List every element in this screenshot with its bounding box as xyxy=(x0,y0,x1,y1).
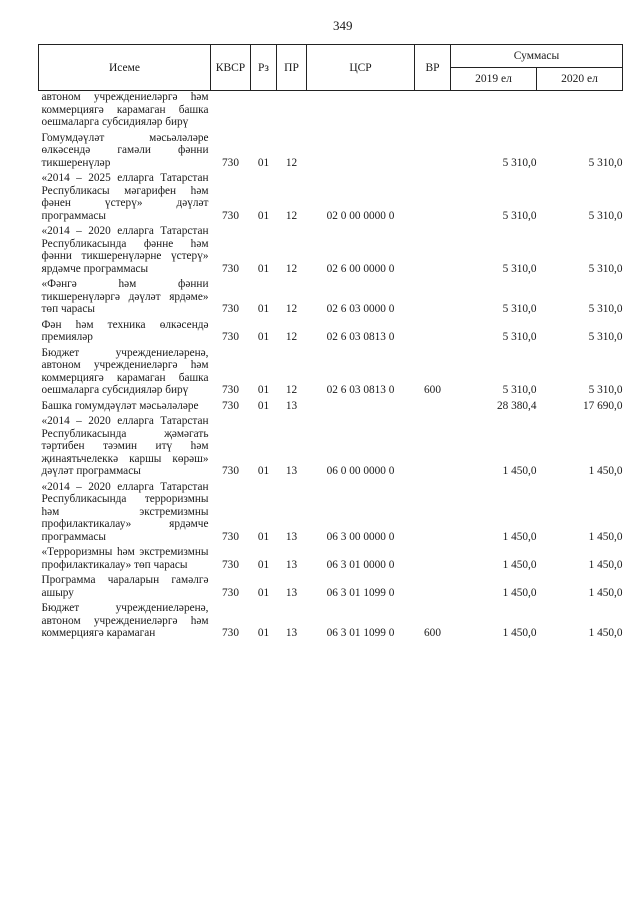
row-vr: 600 xyxy=(424,627,441,639)
table-row xyxy=(39,225,623,278)
row-name: «2014 – 2020 елларга Татарстан Республикасында терроризмны һәм экстремизмны профилактикалау» ярдәмче программасы xyxy=(41,480,209,543)
row-name: Бюджет учреждениеләренә, автоном учреждениеләргә һәм коммерциягә карамаган башка оешмаларга субсидияләр бирү xyxy=(41,346,209,396)
row-rz: 01 xyxy=(257,331,270,343)
row-sum-2020: 1 450,0 xyxy=(588,558,623,571)
row-pr: 13 xyxy=(285,627,298,639)
table-row xyxy=(39,574,623,602)
row-csr: 06 3 01 0000 0 xyxy=(326,558,395,571)
row-rz xyxy=(251,91,277,132)
table-body xyxy=(39,91,623,643)
row-sum-2020: 1 450,0 xyxy=(588,586,623,599)
row-vr xyxy=(415,574,451,602)
row-kvsr: 730 xyxy=(222,627,239,639)
row-sum-2019: 5 310,0 xyxy=(502,262,537,275)
row-kvsr: 730 xyxy=(222,586,239,599)
row-rz: 01 xyxy=(257,399,270,412)
header-kvsr: КВСР xyxy=(211,45,251,91)
row-name: «Терроризмны һәм экстремизмны профилактикалау» төп чарасы xyxy=(41,546,209,571)
row-sum-2019: 1 450,0 xyxy=(502,586,537,599)
row-csr: 06 3 00 0000 0 xyxy=(326,530,395,543)
row-csr: 06 3 01 1099 0 xyxy=(326,627,395,639)
row-csr: 02 6 03 0000 0 xyxy=(326,303,395,315)
table-header xyxy=(39,45,623,91)
row-pr: 12 xyxy=(285,303,298,315)
header-rz: Рз xyxy=(251,45,277,91)
row-csr: 02 6 03 0813 0 xyxy=(326,384,395,396)
row-pr: 13 xyxy=(285,558,298,571)
row-vr xyxy=(415,278,451,319)
row-sum-2020: 5 310,0 xyxy=(588,262,623,275)
row-pr: 13 xyxy=(285,465,298,477)
table-row xyxy=(39,400,623,416)
row-vr xyxy=(415,225,451,278)
table-row xyxy=(39,172,623,225)
row-rz: 01 xyxy=(257,586,270,599)
row-sum-2019: 1 450,0 xyxy=(502,465,537,477)
row-name: Фән һәм техника өлкәсендә премияләр xyxy=(41,318,209,343)
row-kvsr: 730 xyxy=(222,384,239,396)
header-csr: ЦСР xyxy=(307,45,415,91)
row-name: Бюджет учреждениеләренә, автоном учреждениеләргә һәм коммерциягә карамаган xyxy=(41,602,209,639)
row-name: «2014 – 2020 елларга Татарстан Республикасында җәмәгать тәртибен тәэмин итү һәм җинаятьчелеккә каршы көрәш» дәүләт программасы xyxy=(41,415,209,477)
row-sum-2020: 1 450,0 xyxy=(588,627,623,639)
table-row xyxy=(39,347,623,400)
table-row xyxy=(39,415,623,481)
header-year-2020: 2020 ел xyxy=(537,68,623,91)
row-csr xyxy=(307,132,415,173)
table-row xyxy=(39,132,623,173)
row-sum-2020 xyxy=(537,91,623,132)
row-rz: 01 xyxy=(257,627,270,639)
row-sum-2019: 28 380,4 xyxy=(496,399,537,412)
row-kvsr: 730 xyxy=(222,558,239,571)
row-sum-2020: 5 310,0 xyxy=(588,303,623,315)
header-name: Исеме xyxy=(39,45,211,91)
header-sums: Суммасы xyxy=(451,45,623,68)
row-vr xyxy=(415,132,451,173)
row-rz: 01 xyxy=(257,465,270,477)
row-csr: 06 0 00 0000 0 xyxy=(326,465,395,477)
table-row xyxy=(39,481,623,547)
row-vr xyxy=(415,415,451,481)
row-pr: 12 xyxy=(285,209,298,222)
row-name: «Фәнгә һәм фәнни тикшеренүләргә дәүләт ярдәме» төп чарасы xyxy=(41,278,209,315)
header-vr: ВР xyxy=(415,45,451,91)
table-row xyxy=(39,319,623,347)
row-name: «2014 – 2020 елларга Татарстан Республикасында фәнне һәм фәнни тикшеренүләрне үстерү» ярдәмче программасы xyxy=(41,225,209,275)
row-pr: 13 xyxy=(285,586,298,599)
row-sum-2019: 5 310,0 xyxy=(502,303,537,315)
row-vr xyxy=(415,400,451,416)
row-rz: 01 xyxy=(257,558,270,571)
row-pr: 12 xyxy=(285,331,298,343)
table-row xyxy=(39,278,623,319)
row-name: Программа чараларын гамәлгә ашыру xyxy=(41,574,209,599)
table-row xyxy=(39,602,623,643)
row-vr xyxy=(415,172,451,225)
row-pr: 13 xyxy=(285,530,298,543)
row-kvsr: 730 xyxy=(222,209,239,222)
row-sum-2019: 1 450,0 xyxy=(502,627,537,639)
row-name: «2014 – 2025 елларга Татарстан Республикасы мәгарифен һәм фәнен үстерү» дәүләт программасы xyxy=(41,172,209,222)
page-number: 349 xyxy=(333,18,353,33)
row-sum-2020: 5 310,0 xyxy=(588,156,623,169)
table-row xyxy=(39,546,623,574)
row-kvsr: 730 xyxy=(222,530,239,543)
row-sum-2020: 5 310,0 xyxy=(588,384,623,396)
row-sum-2019: 1 450,0 xyxy=(502,558,537,571)
header-pr: ПР xyxy=(277,45,307,91)
row-kvsr: 730 xyxy=(222,399,239,412)
row-sum-2020: 1 450,0 xyxy=(588,465,623,477)
row-sum-2020: 1 450,0 xyxy=(588,530,623,543)
row-sum-2019: 1 450,0 xyxy=(502,530,537,543)
row-pr: 13 xyxy=(285,399,298,412)
row-sum-2019: 5 310,0 xyxy=(502,156,537,169)
row-name: Гомумдәүләт мәсьәләләре өлкәсендә гамәли фәнни тикшеренүләр xyxy=(41,131,209,169)
row-sum-2019 xyxy=(451,91,537,132)
row-kvsr: 730 xyxy=(222,331,239,343)
row-sum-2019: 5 310,0 xyxy=(502,209,537,222)
row-rz: 01 xyxy=(257,209,270,222)
row-vr: 600 xyxy=(424,384,441,396)
row-kvsr: 730 xyxy=(222,465,239,477)
row-vr xyxy=(415,481,451,547)
row-vr xyxy=(415,91,451,132)
row-rz: 01 xyxy=(257,262,270,275)
row-kvsr: 730 xyxy=(222,156,239,169)
row-sum-2020: 5 310,0 xyxy=(588,209,623,222)
row-sum-2020: 17 690,0 xyxy=(582,399,623,412)
budget-table xyxy=(38,44,623,643)
row-csr xyxy=(307,400,415,416)
row-pr xyxy=(277,91,307,132)
row-kvsr: 730 xyxy=(222,303,239,315)
row-csr xyxy=(307,91,415,132)
row-name: Башка гомумдәүләт мәсьәләләре xyxy=(41,399,199,412)
row-sum-2019: 5 310,0 xyxy=(502,384,537,396)
header-year-2019: 2019 ел xyxy=(451,68,537,91)
row-pr: 12 xyxy=(285,384,298,396)
row-sum-2020: 5 310,0 xyxy=(588,331,623,343)
row-csr: 02 6 00 0000 0 xyxy=(326,262,395,275)
table-row xyxy=(39,91,623,132)
row-csr: 02 0 00 0000 0 xyxy=(326,209,395,222)
row-rz: 01 xyxy=(257,156,270,169)
row-sum-2019: 5 310,0 xyxy=(502,331,537,343)
row-kvsr: 730 xyxy=(222,262,239,275)
row-csr: 06 3 01 1099 0 xyxy=(326,586,395,599)
row-pr: 12 xyxy=(285,156,298,169)
row-rz: 01 xyxy=(257,530,270,543)
row-vr xyxy=(415,546,451,574)
row-rz: 01 xyxy=(257,303,270,315)
row-name: автоном учреждениеләргә һәм коммерциягә карамаган башка оешмаларга субсидияләр бирү xyxy=(41,91,209,128)
row-rz: 01 xyxy=(257,384,270,396)
row-pr: 12 xyxy=(285,262,298,275)
row-vr xyxy=(415,319,451,347)
row-kvsr xyxy=(211,91,251,132)
row-csr: 02 6 03 0813 0 xyxy=(326,331,395,343)
